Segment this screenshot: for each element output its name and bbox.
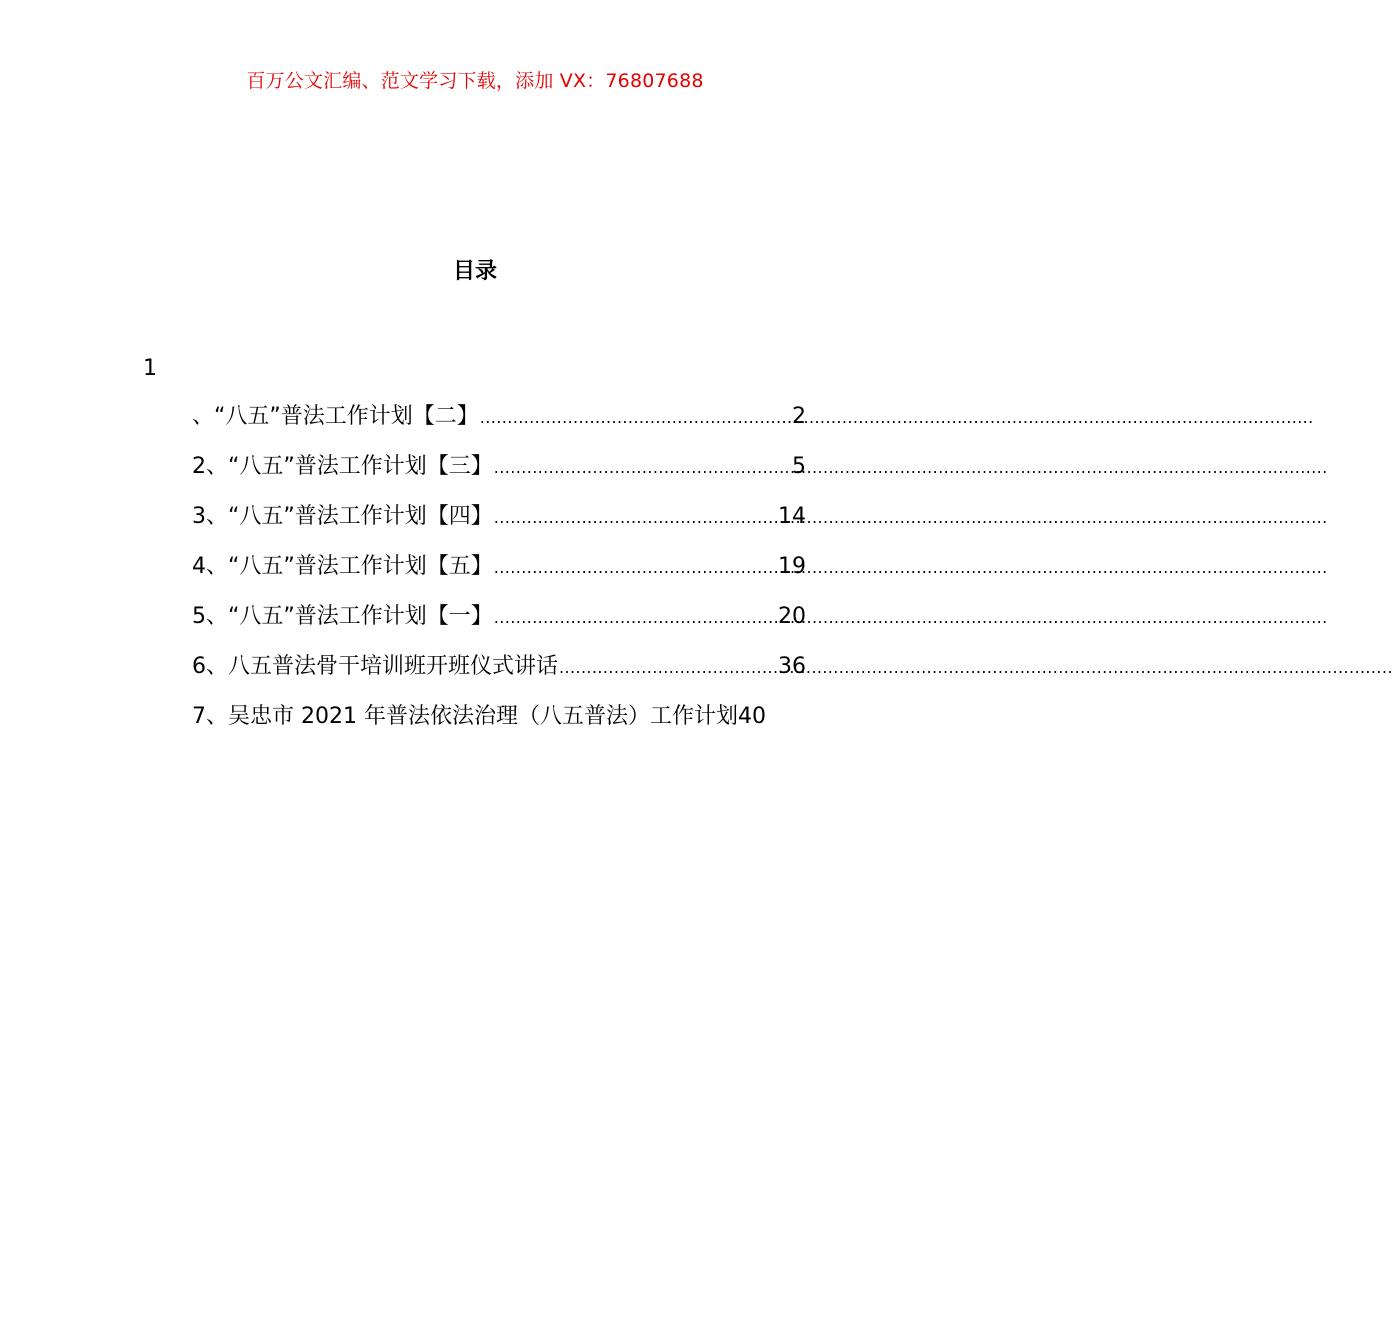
- toc-entry-page: 2: [792, 404, 806, 429]
- toc-entry[interactable]: [192, 449, 806, 499]
- toc-entry-title[interactable]: 4、“八五”普法工作计划【五】: [192, 554, 493, 579]
- toc-entry-page: 5: [792, 454, 806, 479]
- toc-dot-leader: [494, 458, 791, 477]
- toc-entry[interactable]: [192, 699, 806, 749]
- toc-entry-title[interactable]: 3、“八五”普法工作计划【四】: [192, 504, 493, 529]
- toc-entry[interactable]: [192, 649, 806, 699]
- toc-entry-title[interactable]: 7、吴忠市 2021 年普法依法治理（八五普法）工作计划: [192, 704, 738, 729]
- toc-dot-leader: [494, 608, 777, 627]
- toc-entry[interactable]: [192, 399, 806, 449]
- toc-entry-page: 14: [778, 504, 806, 529]
- toc-entry[interactable]: [192, 599, 806, 649]
- toc-section-number: 1: [143, 356, 157, 381]
- toc-entry-page: 40: [737, 704, 766, 729]
- toc-entry-title[interactable]: 、“八五”普法工作计划【二】: [192, 404, 479, 429]
- toc-entry[interactable]: [192, 549, 806, 599]
- toc-entry-page: 20: [778, 604, 806, 629]
- toc-dot-leader: [559, 658, 777, 677]
- toc-entry-title[interactable]: 2、“八五”普法工作计划【三】: [192, 454, 493, 479]
- toc-dot-leader: [494, 508, 777, 527]
- toc-entry[interactable]: [192, 499, 806, 549]
- toc-list: [192, 399, 806, 749]
- toc-dot-leader: [480, 408, 791, 427]
- header-banner: 百万公文汇编、范文学习下载，添加 VX：76807688: [246, 70, 704, 92]
- toc-entry-page: 19: [778, 554, 806, 579]
- toc-dot-leader: [494, 558, 777, 577]
- toc-entry-title[interactable]: 5、“八五”普法工作计划【一】: [192, 604, 493, 629]
- toc-title: 目录: [452, 259, 497, 284]
- toc-entry-page: 36: [778, 654, 806, 679]
- toc-entry-title[interactable]: 6、八五普法骨干培训班开班仪式讲话: [192, 654, 558, 679]
